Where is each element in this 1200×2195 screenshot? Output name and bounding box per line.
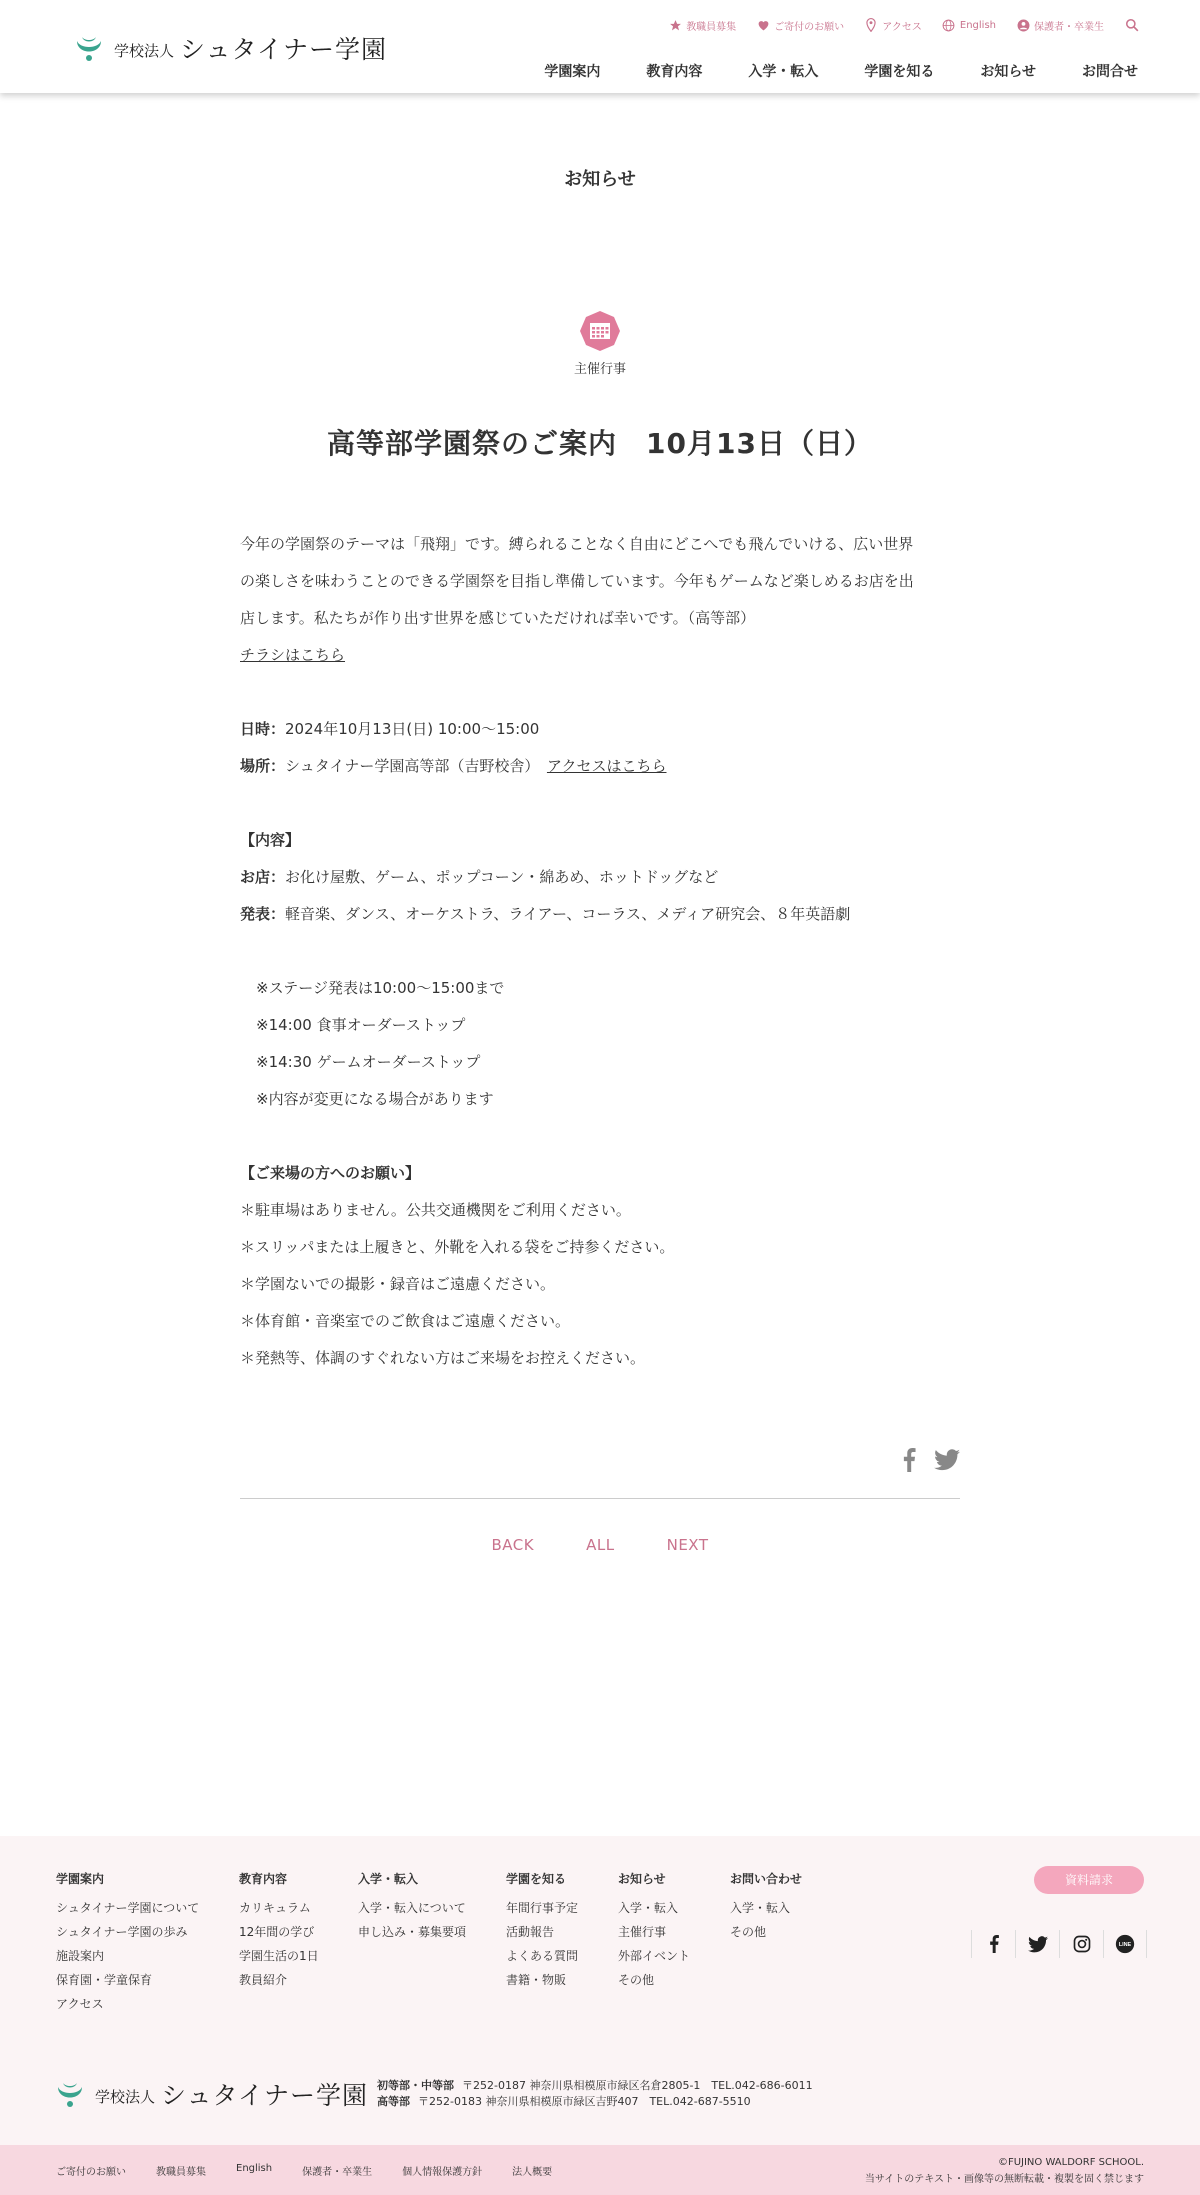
copyright	[865, 2154, 1144, 2188]
util-link-access[interactable]	[864, 18, 922, 33]
util-label: 教職員募集	[686, 21, 737, 33]
place-label: 場所：	[240, 757, 286, 775]
request-line: ＊駐車場はありません。公共交通機関をご利用ください。	[240, 1201, 631, 1219]
logo-sub-text: 学校法人	[114, 41, 175, 60]
sub-footer-links	[56, 2163, 582, 2178]
footer-link[interactable]: 入学・転入	[618, 1901, 679, 1915]
sub-footer-link[interactable]: 保護者・卒業生	[302, 2167, 373, 2178]
calendar-icon	[579, 310, 621, 352]
svg-text:LINE: LINE	[1118, 1942, 1132, 1949]
footer-link[interactable]: その他	[618, 1973, 655, 1987]
utility-nav	[648, 17, 1140, 33]
pager	[0, 1536, 1200, 1554]
footer-link[interactable]: その他	[730, 1925, 767, 1939]
site-logo[interactable]	[74, 30, 387, 66]
contents-heading: 【内容】	[240, 831, 301, 849]
star-icon	[668, 18, 682, 32]
footer-col-head[interactable]: 入学・転入	[358, 1872, 419, 1886]
site-header	[0, 0, 1200, 93]
footer-link[interactable]: 教員紹介	[239, 1973, 288, 1987]
show-label: 発表：	[240, 905, 286, 923]
footer-link[interactable]: シュタイナー学園について	[56, 1901, 200, 1915]
user-icon	[1016, 18, 1030, 32]
address-label: 初等部・中等部	[377, 2079, 454, 2092]
intro-line: の楽しさを味わうことのできる学園祭を目指し準備しています。今年もゲームなど楽しめるお店を出	[240, 572, 914, 590]
footer-link[interactable]: 入学・転入	[730, 1901, 791, 1915]
copyright-text: ©FUJINO WALDORF SCHOOL.	[997, 2157, 1144, 2168]
twitter-icon[interactable]	[934, 1449, 960, 1475]
facebook-icon[interactable]	[902, 1448, 916, 1476]
footer-col-news	[618, 1870, 690, 1992]
request-heading: 【ご来場の方へのお願い】	[240, 1164, 421, 1182]
footer-col-admission	[358, 1870, 466, 1944]
request-materials-button[interactable]: 資料請求	[1034, 1866, 1144, 1894]
note-line: ※14:30 ゲームオーダーストップ	[256, 1053, 481, 1071]
util-link-guardians[interactable]	[1016, 18, 1104, 33]
sub-footer	[0, 2145, 1200, 2195]
request-line: ＊学園ないでの撮影・録音はご遠慮ください。	[240, 1275, 556, 1293]
footer-col-education	[239, 1870, 319, 1992]
nav-about[interactable]: 学園案内	[544, 64, 601, 80]
article-body	[240, 526, 960, 1377]
category-label: 主催行事	[573, 362, 626, 377]
school-logo-icon	[74, 33, 104, 63]
footer-link[interactable]: 学園生活の1日	[239, 1949, 319, 1963]
instagram-icon[interactable]	[1059, 1930, 1103, 1958]
nav-news[interactable]: お知らせ	[980, 64, 1036, 80]
footer-col-contact	[730, 1870, 802, 1944]
footer-link[interactable]: カリキュラム	[239, 1901, 311, 1915]
footer-social	[971, 1930, 1147, 1958]
util-link-recruit[interactable]	[668, 18, 736, 33]
map-pin-icon	[864, 18, 878, 32]
search-button[interactable]	[1124, 17, 1140, 33]
place-value: シュタイナー学園高等部（吉野校舎）	[285, 757, 532, 775]
util-link-english[interactable]	[942, 18, 996, 32]
util-label: English	[959, 19, 996, 31]
request-line: ＊体育館・音楽室でのご飲食はご遠慮ください。	[240, 1312, 571, 1330]
nav-contact[interactable]: お問合せ	[1082, 64, 1138, 80]
footer-link[interactable]: シュタイナー学園の歩み	[56, 1925, 188, 1939]
show-value: 軽音楽、ダンス、オーケストラ、ライアー、コーラス、メディア研究会、８年英語劇	[285, 905, 851, 923]
footer-link[interactable]: 保育園・学童保育	[56, 1973, 153, 1987]
footer-col-head[interactable]: お問い合わせ	[730, 1872, 803, 1886]
util-link-donation[interactable]	[756, 18, 844, 33]
date-row	[240, 711, 960, 748]
footer-col-head[interactable]: 教育内容	[239, 1872, 288, 1886]
util-label: 保護者・卒業生	[1034, 21, 1104, 33]
date-value: 2024年10月13日(日) 10:00〜15:00	[285, 720, 540, 738]
sub-footer-link[interactable]: ご寄付のお願い	[56, 2167, 126, 2178]
copyright-notice: 当サイトのテキスト・画像等の無断転載・複製を固く禁じます	[864, 2174, 1144, 2185]
footer-address	[377, 2078, 813, 2110]
share-buttons	[902, 1448, 960, 1476]
sub-footer-link[interactable]: 法人概要	[512, 2167, 553, 2178]
place-row	[240, 748, 960, 785]
footer-link[interactable]: 申し込み・募集要項	[358, 1925, 467, 1939]
footer-link[interactable]: アクセス	[56, 1997, 104, 2011]
page-heading: お知らせ	[564, 169, 636, 190]
shop-label: お店：	[240, 868, 286, 886]
shop-value: お化け屋敷、ゲーム、ポップコーン・綿あめ、ホットドッグなど	[285, 868, 719, 886]
footer-link[interactable]: 主催行事	[618, 1925, 667, 1939]
intro-line: 店します。私たちが作り出す世界を感じていただければ幸いです。（高等部）	[240, 609, 756, 627]
util-label: ご寄付のお願い	[774, 21, 845, 33]
util-label: アクセス	[882, 21, 922, 33]
footer-col-about	[56, 1870, 199, 2016]
footer-link[interactable]: 年間行事予定	[506, 1901, 579, 1915]
footer-link[interactable]: 書籍・物販	[506, 1973, 567, 1987]
note-line: ※14:00 食事オーダーストップ	[256, 1016, 466, 1034]
article-title: 高等部学園祭のご案内 10月13日（日）	[327, 427, 873, 460]
show-row	[240, 896, 960, 933]
footer-col-learn	[506, 1870, 578, 1992]
intro-line: 今年の学園祭のテーマは「飛翔」です。縛られることなく自由にどこへでも飛んでいける、広い世界	[240, 535, 914, 553]
logo-sub-text: 学校法人	[95, 2087, 156, 2106]
logo-main-text: シュタイナー学園	[161, 2081, 369, 2110]
sub-footer-link[interactable]: 教職員募集	[156, 2167, 206, 2178]
content-divider	[240, 1498, 960, 1499]
footer-link[interactable]: 施設案内	[56, 1949, 105, 1963]
note-line: ※内容が変更になる場合があります	[256, 1090, 494, 1108]
back-link[interactable]: BACK	[491, 1536, 535, 1554]
line-icon[interactable]	[1103, 1930, 1147, 1958]
search-icon	[1125, 18, 1139, 32]
main-nav	[498, 61, 1138, 81]
footer-link[interactable]: 活動報告	[506, 1925, 555, 1939]
nav-education[interactable]: 教育内容	[646, 64, 703, 80]
footer-col-head[interactable]: 学園を知る	[506, 1872, 567, 1886]
flyer-link[interactable]: チラシはこちら	[240, 646, 346, 664]
footer-link[interactable]: 12年間の学び	[239, 1925, 315, 1939]
school-logo-icon	[55, 2079, 85, 2109]
next-link[interactable]: NEXT	[666, 1536, 709, 1554]
address-text: 〒252-0187 神奈川県相模原市緑区名倉2805-1 TEL.042-686-6011	[462, 2079, 813, 2092]
date-label: 日時：	[240, 720, 286, 738]
address-label: 高等部	[377, 2095, 410, 2108]
request-line: ＊発熱等、体調のすぐれない方はご来場をお控えください。	[240, 1349, 646, 1367]
shop-row	[240, 859, 960, 896]
twitter-icon[interactable]	[1015, 1930, 1059, 1958]
logo-main-text: シュタイナー学園	[180, 35, 388, 64]
site-footer	[0, 1836, 1200, 2145]
footer-link[interactable]: よくある質問	[506, 1949, 579, 1963]
all-link[interactable]: ALL	[586, 1536, 615, 1554]
access-link[interactable]: アクセスはこちら	[546, 757, 667, 775]
request-line: ＊スリッパまたは上履きと、外靴を入れる袋をご持参ください。	[240, 1238, 675, 1256]
sub-footer-link[interactable]: 個人情報保護方針	[402, 2167, 483, 2178]
sub-footer-link[interactable]: English	[236, 2163, 273, 2174]
footer-link[interactable]: 外部イベント	[618, 1949, 691, 1963]
note-line: ※ステージ発表は10:00〜15:00まで	[256, 979, 505, 997]
footer-col-head[interactable]: 学園案内	[56, 1872, 105, 1886]
footer-logo[interactable]	[55, 2076, 368, 2112]
footer-col-head[interactable]: お知らせ	[618, 1872, 666, 1886]
address-text: 〒252-0183 神奈川県相模原市緑区吉野407 TEL.042-687-5510	[418, 2095, 751, 2108]
heart-icon	[756, 18, 770, 32]
globe-icon	[942, 18, 956, 32]
facebook-icon[interactable]	[971, 1930, 1015, 1958]
nav-admission[interactable]: 入学・転入	[748, 64, 819, 80]
nav-learn[interactable]: 学園を知る	[864, 64, 935, 80]
footer-link[interactable]: 入学・転入について	[358, 1901, 466, 1915]
